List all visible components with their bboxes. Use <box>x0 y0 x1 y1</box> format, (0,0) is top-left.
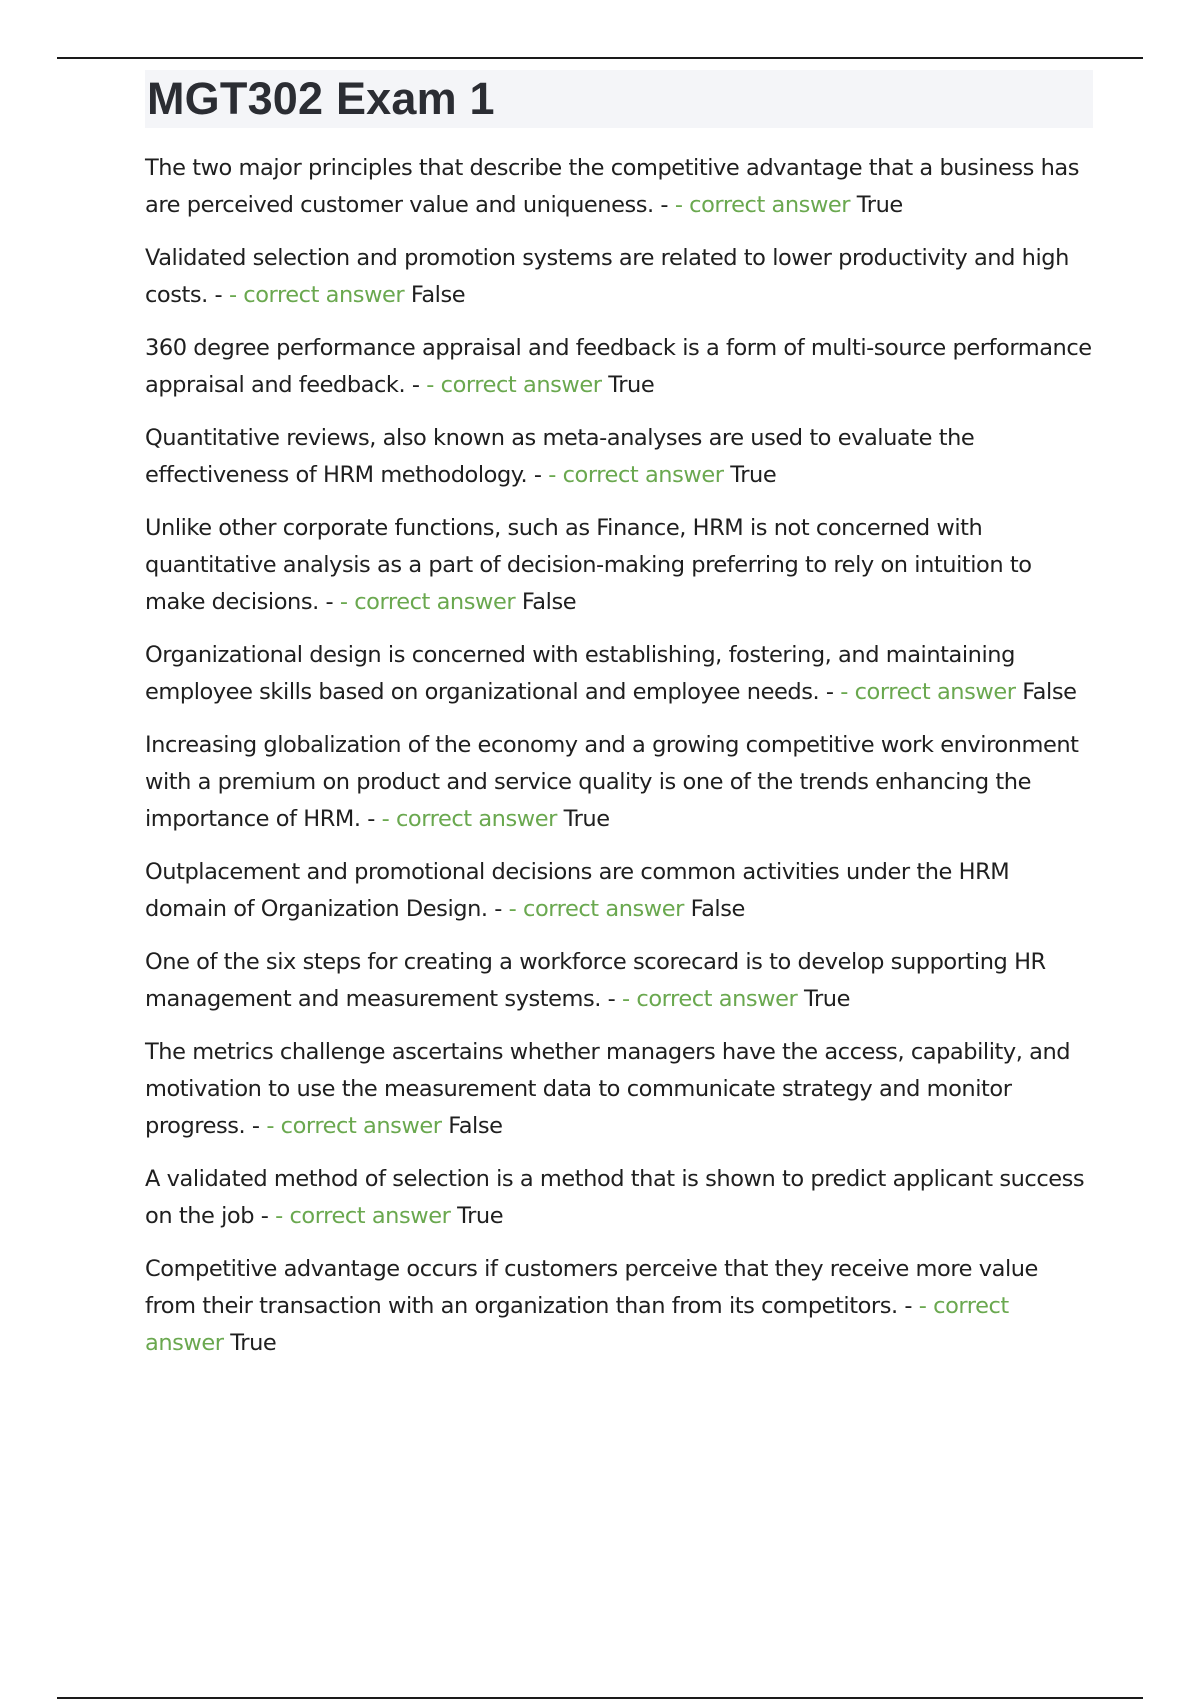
question-text: The metrics challenge ascertains whether managers have the access, capability, and motivation to use the measurement data to communicate strategy and monitor progress. <box>145 1039 1071 1139</box>
separator: - <box>207 282 229 308</box>
answer-value: True <box>563 806 610 832</box>
top-rule <box>57 57 1143 59</box>
answer-value: True <box>230 1330 277 1356</box>
qa-item <box>145 240 1093 314</box>
answer-value: True <box>608 372 655 398</box>
question-text: Quantitative reviews, also known as meta-analyses are used to evaluate the effectiveness of HRM methodology. <box>145 425 975 488</box>
separator: - <box>405 372 427 398</box>
qa-list <box>145 150 1093 1362</box>
answer-value: True <box>856 192 903 218</box>
page-title: MGT302 Exam 1 <box>147 73 495 124</box>
separator: - <box>527 462 549 488</box>
qa-item <box>145 150 1093 224</box>
correct-answer-label: - correct answer <box>275 1203 451 1229</box>
question-text: Outplacement and promotional decisions are common activities under the HRM domain of Organization Design. <box>145 859 1010 922</box>
answer-value: False <box>690 896 745 922</box>
question-text: Increasing globalization of the economy and a growing competitive work environment with a premium on product and service quality is one of the trends enhancing the importance of HRM. <box>145 732 1079 832</box>
correct-answer-label: - correct answer <box>508 896 684 922</box>
answer-value: True <box>730 462 777 488</box>
question-text: 360 degree performance appraisal and feedback is a form of multi-source performance appraisal and feedback. <box>145 335 1092 398</box>
separator: - <box>360 806 382 832</box>
correct-answer-label: - correct answer <box>145 1293 1009 1356</box>
correct-answer-label: - correct answer <box>228 282 405 308</box>
correct-answer-label: - correct answer <box>266 1113 442 1139</box>
separator: - <box>487 896 509 922</box>
qa-item <box>145 1161 1093 1235</box>
qa-item <box>145 510 1093 621</box>
qa-item <box>145 420 1093 494</box>
question-text: Unlike other corporate functions, such as Finance, HRM is not concerned with quantitative analysis as a part of decision-making preferring to rely on intuition to make decisions. <box>145 515 1032 615</box>
qa-item <box>145 727 1093 838</box>
answer-value: False <box>448 1113 503 1139</box>
separator: - <box>245 1113 267 1139</box>
qa-item <box>145 944 1093 1018</box>
bottom-rule <box>57 1697 1143 1699</box>
question-text: Organizational design is concerned with establishing, fostering, and maintaining employee skills based on organizational and employee needs. <box>145 642 1015 705</box>
question-text: Competitive advantage occurs if customers perceive that they receive more value from their transaction with an organization than from its competitors. <box>145 1256 1038 1319</box>
question-text: The two major principles that describe the competitive advantage that a business has are perceived customer value and uniqueness. <box>145 155 1080 218</box>
separator: - <box>897 1293 919 1319</box>
correct-answer-label: - correct answer <box>840 679 1016 705</box>
question-text: One of the six steps for creating a workforce scorecard is to develop supporting HR management and measurement systems. <box>145 949 1046 1012</box>
correct-answer-label: - correct answer <box>622 986 798 1012</box>
qa-item <box>145 637 1093 711</box>
qa-item <box>145 1251 1093 1362</box>
question-text: Validated selection and promotion systems are related to lower productivity and high costs. <box>145 245 1069 308</box>
separator: - <box>254 1203 276 1229</box>
correct-answer-label: - correct answer <box>426 372 602 398</box>
correct-answer-label: - correct answer <box>381 806 557 832</box>
separator: - <box>653 192 675 218</box>
qa-item <box>145 1034 1093 1145</box>
separator: - <box>819 679 841 705</box>
correct-answer-label: - correct answer <box>339 589 516 615</box>
answer-value: True <box>804 986 851 1012</box>
answer-value: False <box>1022 679 1077 705</box>
correct-answer-label: - correct answer <box>674 192 851 218</box>
answer-value: True <box>457 1203 504 1229</box>
document-page <box>145 70 1093 1378</box>
answer-value: False <box>521 589 577 615</box>
qa-item <box>145 330 1093 404</box>
qa-item <box>145 854 1093 928</box>
answer-value: False <box>410 282 466 308</box>
separator: - <box>318 589 340 615</box>
question-text: A validated method of selection is a method that is shown to predict applicant success on the job <box>145 1166 1085 1229</box>
correct-answer-label: - correct answer <box>548 462 724 488</box>
title-bar <box>145 70 1093 128</box>
separator: - <box>600 986 623 1012</box>
